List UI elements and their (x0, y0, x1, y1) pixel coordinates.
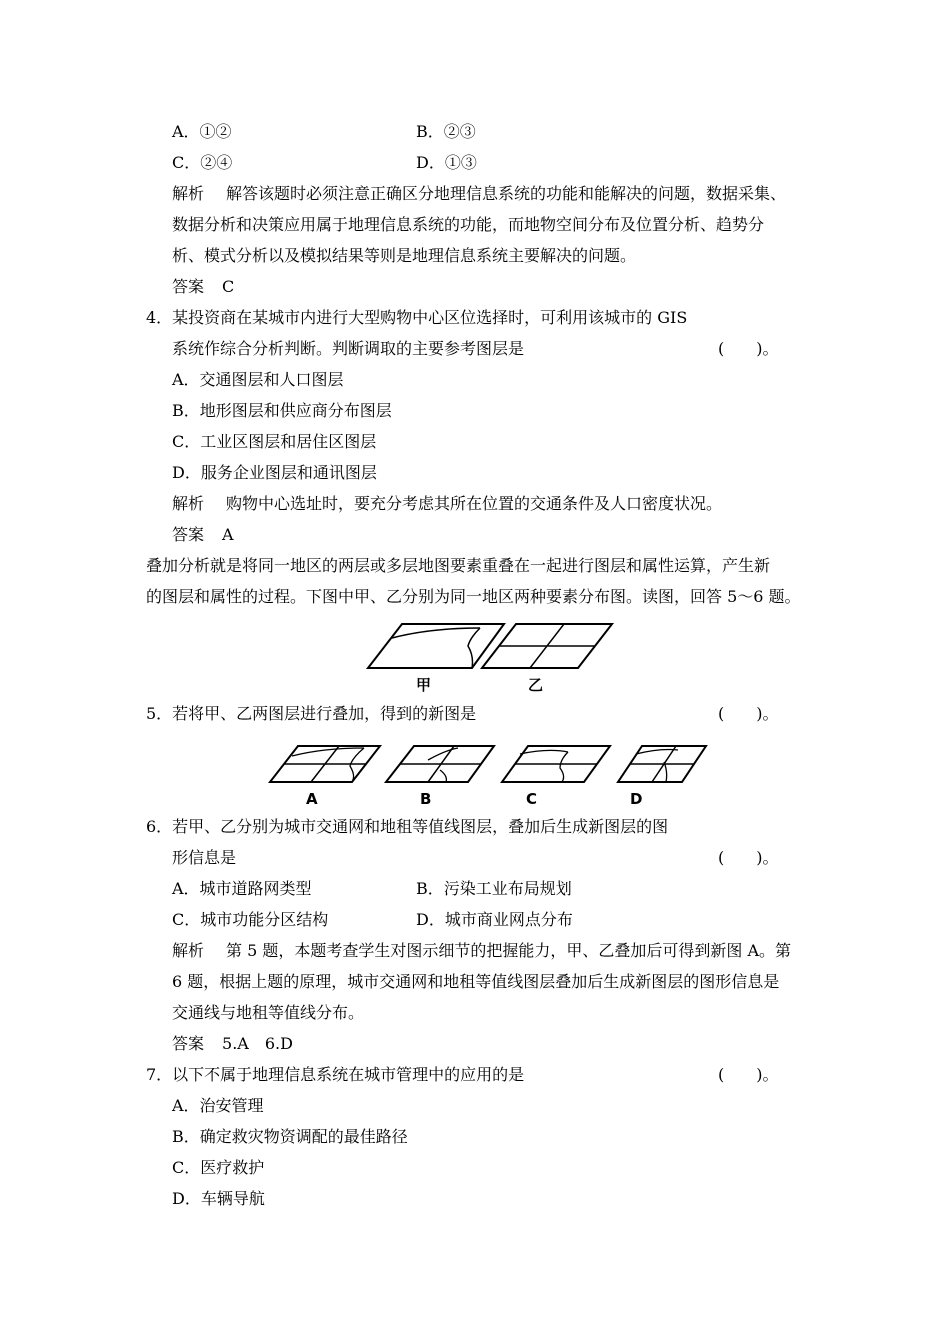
q4-option-a: A．交通图层和人口图层 (172, 370, 344, 389)
label-a: A (306, 790, 318, 808)
q6-option-a: A．城市道路网类型 (172, 879, 312, 898)
figure-options (268, 738, 708, 810)
q7-option-c: C．医疗救护 (172, 1158, 265, 1177)
analysis-label: 解析 (172, 494, 205, 513)
map-yi (482, 624, 612, 668)
q7-option-b: B．确定救灾物资调配的最佳路径 (172, 1127, 408, 1146)
q7-option-a: A．治安管理 (172, 1096, 264, 1115)
q3-analysis (172, 183, 786, 205)
q3-analysis-line2: 数据分析和决策应用属于地理信息系统的功能，而地物空间分布及位置分析、趋势分 (172, 215, 765, 234)
q3-answer (172, 276, 234, 298)
q6-analysis-line2: 6 题，根据上题的原理，城市交通网和地租等值线图层叠加后生成新图层的图形信息是 (172, 972, 780, 991)
analysis-text: 购物中心选址时，要充分考虑其所在位置的交通条件及人口密度状况。 (226, 494, 723, 513)
q5-answer-blank: ( )。 (718, 704, 779, 723)
q3-option-a: A．①② (172, 122, 232, 141)
q7-stem: 7．以下不属于地理信息系统在城市管理中的应用的是 (146, 1065, 525, 1084)
map-jia (368, 624, 504, 668)
q6-analysis (172, 940, 791, 962)
answer-value: C (222, 277, 235, 296)
q6-stem-line1: 6．若甲、乙分别为城市交通网和地租等值线图层，叠加后生成新图层的图 (146, 817, 669, 836)
q7-option-d: D．车辆导航 (172, 1189, 265, 1208)
q4-stem-line2: 系统作综合分析判断。判断调取的主要参考图层是 (172, 339, 525, 358)
q6-option-b: B．污染工业布局规划 (416, 879, 572, 898)
q6-option-d: D．城市商业网点分布 (416, 910, 573, 929)
map-option-c (502, 746, 610, 782)
q6-option-c: C．城市功能分区结构 (172, 910, 329, 929)
answer-label: 答案 (172, 525, 205, 544)
analysis-label: 解析 (172, 941, 205, 960)
q3-option-d: D．①③ (416, 153, 477, 172)
analysis-text: 解答该题时必须注意正确区分地理信息系统的功能和能解决的问题，数据采集、 (226, 184, 787, 203)
analysis-label: 解析 (172, 184, 205, 203)
q4-option-d: D．服务企业图层和通讯图层 (172, 463, 377, 482)
q6-answer-blank: ( )。 (718, 848, 779, 867)
q6-answer (172, 1033, 293, 1055)
label-b: B (420, 790, 432, 808)
q6-stem-line2: 形信息是 (172, 848, 237, 867)
label-d: D (630, 790, 643, 808)
q5-stem: 5．若将甲、乙两图层进行叠加，得到的新图是 (146, 704, 477, 723)
intro-line1: 叠加分析就是将同一地区的两层或多层地图要素重叠在一起进行图层和属性运算，产生新 (146, 556, 771, 575)
q7-answer-blank: ( )。 (718, 1065, 779, 1084)
q4-stem-line1: 4．某投资商在某城市内进行大型购物中心区位选择时，可利用该城市的 GIS (146, 308, 688, 327)
q3-option-b: B．②③ (416, 122, 476, 141)
q3-analysis-line3: 析、模式分析以及模拟结果等则是地理信息系统主要解决的问题。 (172, 246, 637, 265)
answer-label: 答案 (172, 1034, 205, 1053)
q4-option-b: B．地形图层和供应商分布图层 (172, 401, 392, 420)
q3-option-c: C．②④ (172, 153, 233, 172)
map-option-a (270, 746, 380, 782)
q4-answer-blank: ( )。 (718, 339, 779, 358)
intro-line2: 的图层和属性的过程。下图中甲、乙分别为同一地区两种要素分布图。读图，回答 5～6 题。 (146, 587, 801, 606)
map-option-b (386, 746, 494, 782)
map-option-d (618, 746, 706, 782)
figure-jia-yi (360, 618, 620, 696)
q6-analysis-line3: 交通线与地租等值线分布。 (172, 1003, 365, 1022)
q4-answer (172, 524, 234, 546)
q4-option-c: C．工业区图层和居住区图层 (172, 432, 377, 451)
answer-label: 答案 (172, 277, 205, 296)
answer-value: A (222, 525, 234, 544)
answer-value: 5.A 6.D (222, 1034, 293, 1053)
label-yi: 乙 (528, 676, 544, 694)
analysis-text: 第 5 题，本题考查学生对图示细节的把握能力，甲、乙叠加后可得到新图 A。第 (226, 941, 792, 960)
q4-analysis (172, 493, 722, 515)
label-c: C (526, 790, 538, 808)
label-jia: 甲 (416, 676, 432, 694)
